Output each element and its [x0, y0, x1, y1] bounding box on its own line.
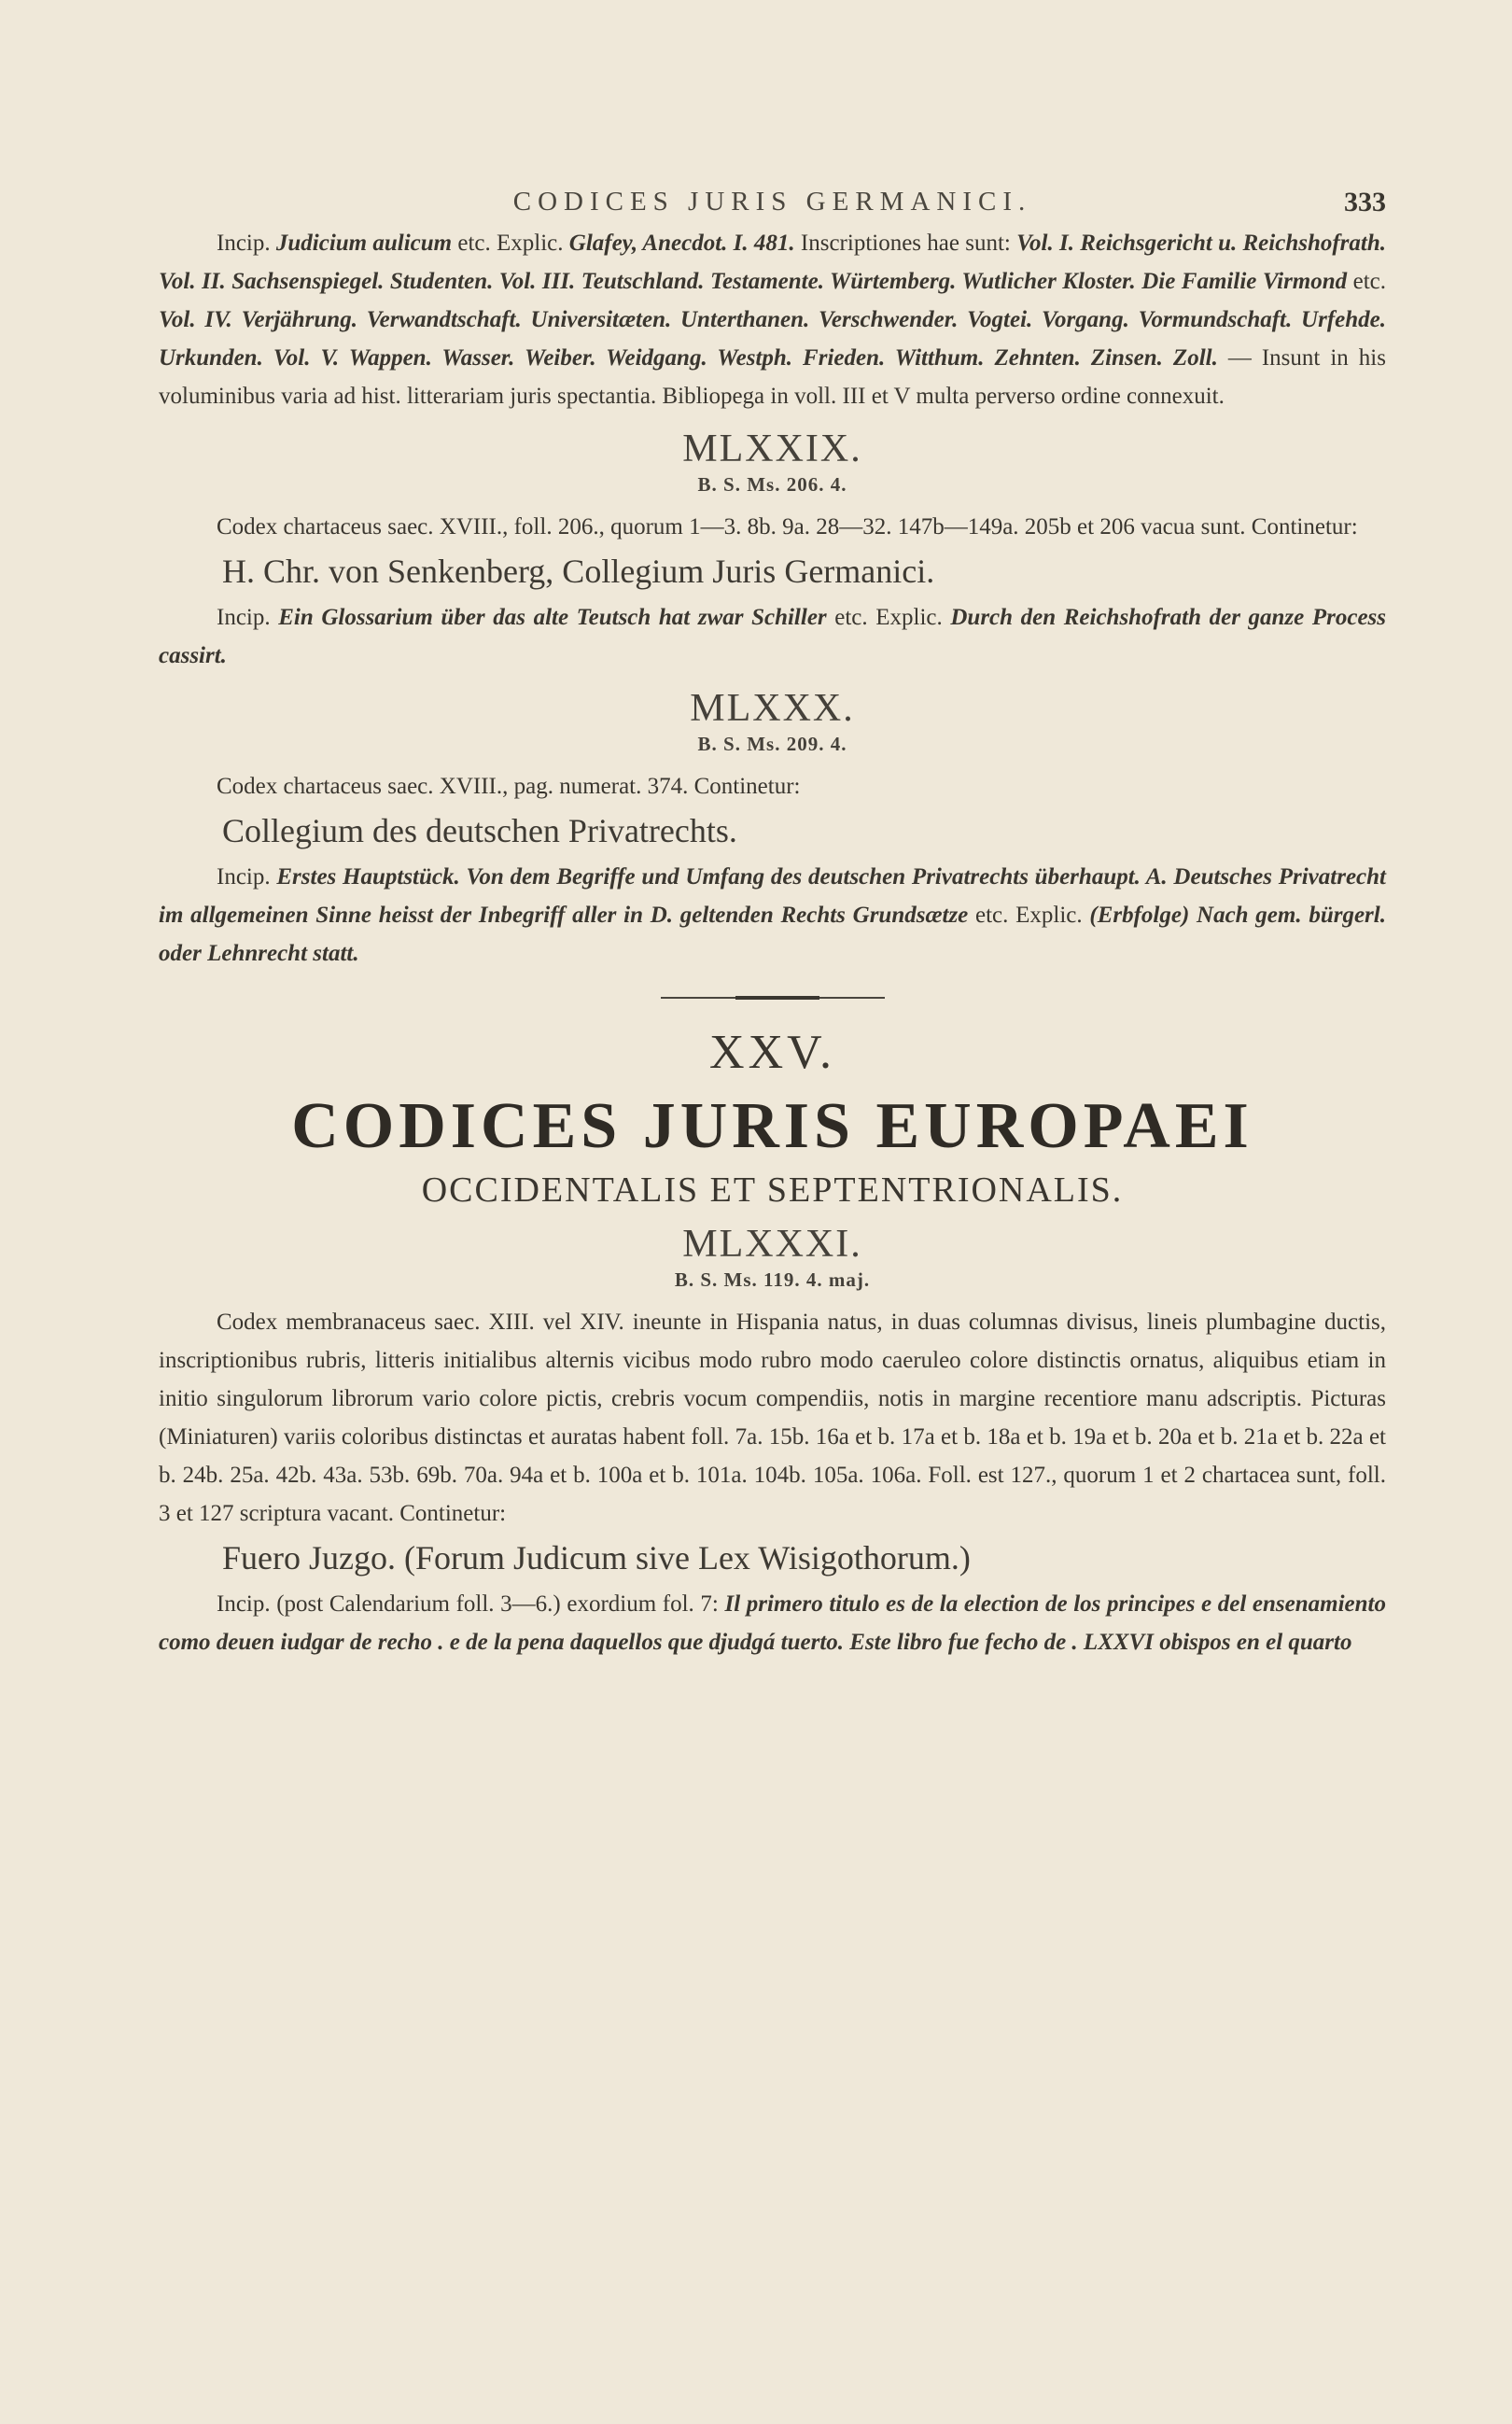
- section-subtitle: OCCIDENTALIS ET SEPTENTRIONALIS.: [421, 1170, 1124, 1210]
- italic-text: Glafey, Anecdot. I. 481.: [568, 231, 795, 256]
- italic-text: Durch den Reichshofrath der ganze Process cassirt.: [159, 605, 1386, 668]
- description-1080: [159, 767, 1386, 806]
- italic-text: Vol. IV. Verjährung. Verwandtschaft. Universitæten. Unterthanen. Verschwender. Vogtei. Vorgang. Vormundschaft. Urfehde. Urkunden. Vol. V. Wappen. Wasser. Weiber. Weidgang. Westph. Frieden. Witthum. Zehnten. Zinsen. Zoll.: [159, 307, 1386, 371]
- entry-prev-incipit: [159, 224, 1386, 415]
- text: Incip. (post Calendarium foll. 3—6.) exordium fol. 7:: [217, 1591, 725, 1617]
- text: Incip.: [217, 231, 276, 256]
- section-number: XXV.: [709, 1026, 835, 1079]
- running-title: CODICES JURIS GERMANICI.: [512, 187, 1032, 217]
- shelfmark-1079: B. S. Ms. 206. 4.: [697, 473, 847, 496]
- codex-number-1081: MLXXXI.: [682, 1223, 862, 1266]
- description-1081: [159, 1303, 1386, 1533]
- running-head: [159, 187, 1386, 224]
- text: etc. Explic.: [452, 231, 569, 256]
- work-title-1079: H. Chr. von Senkenberg, Collegium Juris Germanici.: [222, 553, 935, 590]
- italic-text: Erstes Hauptstück. Von dem Begriffe und Umfang des deutschen Privatrechts überhaupt. A. Deutsches Privatrecht im allgemeinen Sinne heisst der Inbegriff aller in D. geltenden Rechts Grundsætze: [159, 864, 1386, 928]
- work-title-1080: Collegium des deutschen Privatrechts.: [222, 812, 737, 849]
- text: Incip.: [217, 605, 279, 630]
- italic-text: Il primero titulo es de la election de los principes e del ensenamiento como deuen iudgar de recho . e de la pena daquellos que djudgá tuerto. Este libro fue fecho de . LXXVI obispos en el quarto: [159, 1591, 1386, 1655]
- text: Codex chartaceus saec. XVIII., pag. numerat. 374. Continetur:: [217, 774, 801, 799]
- incipit-1079: [159, 598, 1386, 675]
- italic-text: (Erbfolge) Nach gem. bürgerl. oder Lehnrecht statt.: [159, 903, 1386, 966]
- italic-text: Vol. I. Reichsgericht u. Reichshofrath. Vol. II. Sachsenspiegel. Studenten. Vol. III. Teutschland. Testamente. Würtemberg. Wutlicher Kloster. Die Familie Virmond: [159, 231, 1387, 294]
- page-number: 333: [1344, 187, 1386, 217]
- section-title: CODICES JURIS EUROPAEI: [291, 1090, 1253, 1162]
- text: Codex chartaceus saec. XVIII., foll. 206., quorum 1—3. 8b. 9a. 28—32. 147b—149a. 205b et 206 vacua sunt. Continetur:: [217, 514, 1358, 539]
- text: Codex membranaceus saec. XIII. vel XIV. ineunte in Hispania natus, in duas columnas divisus, lineis plumbagine ductis, inscriptionibus rubris, litteris initialibus alternis vicibus modo rubro modo caeruleo colore distinctis ornatus, aliquibus etiam in initio singulorum librorum vario colore pictis, crebris vocum compendiis, notis in margine recentiore manu adscriptis. Picturas (Miniaturen) variis coloribus distinctas et auratas habent foll. 7a. 15b. 16a et b. 17a et b. 18a et b. 19a et b. 20a et b. 21a et b. 22a et b. 24b. 25a. 42b. 43a. 53b. 69b. 70a. 94a et b. 100a et b. 101a. 104b. 105a. 106a. Foll. est 127., quorum 1 et 2 chartacea sunt, foll. 3 et 127 scriptura vacant. Continetur:: [159, 1310, 1386, 1526]
- text: etc.: [1347, 269, 1387, 294]
- description-1079: [159, 508, 1386, 546]
- italic-text: Judicium aulicum: [275, 231, 453, 256]
- text: Inscriptiones hae sunt:: [794, 231, 1017, 256]
- work-title-1081: Fuero Juzgo. (Forum Judicum sive Lex Wisigothorum.): [222, 1539, 971, 1576]
- codex-number-1079: MLXXIX.: [682, 427, 862, 470]
- incipit-1080: [159, 858, 1386, 973]
- text: etc. Explic.: [826, 605, 951, 630]
- codex-number-1080: MLXXX.: [690, 687, 855, 730]
- shelfmark-1080: B. S. Ms. 209. 4.: [697, 733, 847, 755]
- text: — Insunt in his voluminibus varia ad hist. litterariam juris spectantia. Bibliopega in voll. III et V multa perverso ordine connexuit.: [159, 345, 1386, 409]
- italic-text: Ein Glossarium über das alte Teutsch hat zwar Schiller: [278, 605, 827, 630]
- section-divider: [661, 997, 885, 999]
- page: [159, 187, 1386, 1661]
- text: Incip.: [217, 864, 277, 890]
- text: etc. Explic.: [968, 903, 1090, 928]
- incipit-1081: [159, 1585, 1386, 1661]
- shelfmark-1081: B. S. Ms. 119. 4. maj.: [674, 1268, 871, 1291]
